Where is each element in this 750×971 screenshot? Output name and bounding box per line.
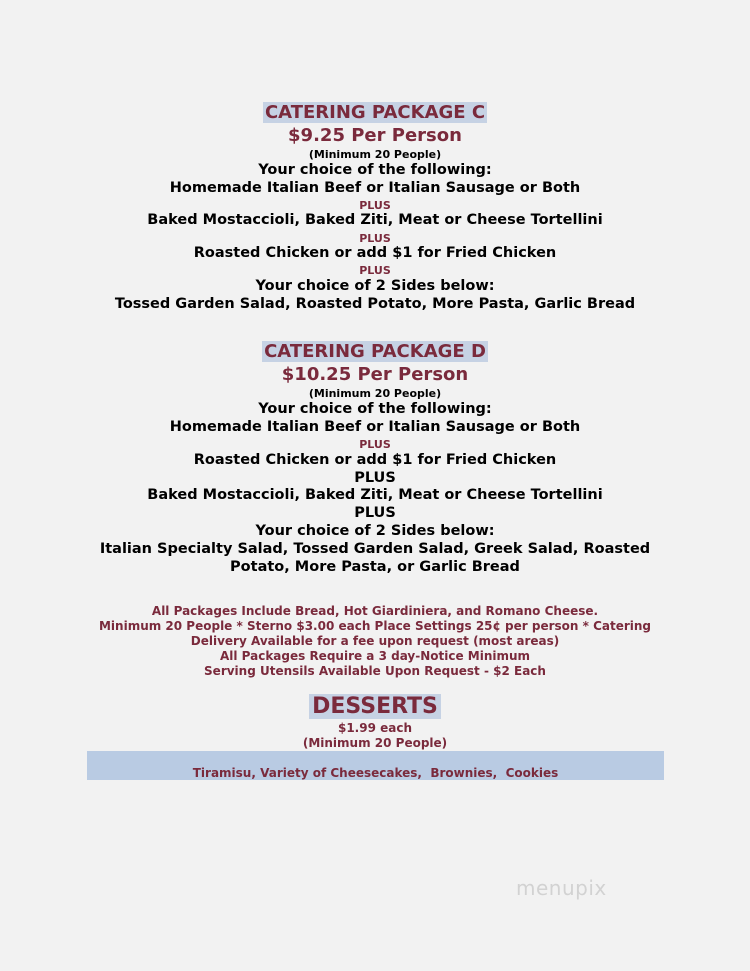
package-c-title: CATERING PACKAGE C bbox=[264, 102, 486, 123]
package-d-minimum: (Minimum 20 People) bbox=[308, 387, 442, 400]
desserts-minimum: (Minimum 20 People) bbox=[302, 736, 448, 750]
package-c-sides: Tossed Garden Salad, Roasted Potato, More Pasta, Garlic Bread bbox=[114, 296, 636, 312]
note-line: Minimum 20 People * Sterno $3.00 each Place Settings 25¢ per person * Catering bbox=[98, 619, 652, 633]
package-d-line2: Roasted Chicken or add $1 for Fried Chicken bbox=[193, 452, 557, 468]
note-line: All Packages Include Bread, Hot Giardiniera, and Romano Cheese. bbox=[151, 604, 599, 618]
desserts-items-bar bbox=[87, 751, 664, 780]
package-c-line2: Baked Mostaccioli, Baked Ziti, Meat or Cheese Tortellini bbox=[147, 212, 603, 228]
package-c-choice: Your choice of the following: bbox=[258, 162, 492, 178]
package-d-plus3: PLUS bbox=[354, 505, 396, 521]
desserts-items: Tiramisu, Variety of Cheesecakes, Brownies, Cookies bbox=[192, 766, 559, 780]
package-c-price: $9.25 Per Person bbox=[288, 125, 462, 146]
desserts-title: DESSERTS bbox=[0, 694, 750, 719]
package-d-sides-label: Your choice of 2 Sides below: bbox=[255, 523, 495, 539]
package-d-title: CATERING PACKAGE D bbox=[264, 341, 486, 362]
package-d-line3: Baked Mostaccioli, Baked Ziti, Meat or Cheese Tortellini bbox=[147, 487, 603, 503]
package-c-plus1: PLUS bbox=[359, 199, 391, 212]
note-line: All Packages Require a 3 day-Notice Minimum bbox=[219, 649, 531, 663]
package-d-line1: Homemade Italian Beef or Italian Sausage or Both bbox=[169, 419, 581, 435]
package-c-plus3: PLUS bbox=[359, 264, 391, 277]
package-d-plus2: PLUS bbox=[354, 470, 396, 486]
note-line: Delivery Available for a fee upon request (most areas) bbox=[190, 634, 560, 648]
package-d-sides-line2: Potato, More Pasta, or Garlic Bread bbox=[230, 559, 520, 575]
desserts-price: $1.99 each bbox=[337, 721, 413, 735]
package-d-choice: Your choice of the following: bbox=[258, 401, 492, 417]
package-c-line3: Roasted Chicken or add $1 for Fried Chicken bbox=[193, 245, 557, 261]
package-c-minimum: (Minimum 20 People) bbox=[308, 148, 442, 161]
package-c-plus2: PLUS bbox=[359, 232, 391, 245]
package-c-line1: Homemade Italian Beef or Italian Sausage or Both bbox=[169, 180, 581, 196]
package-d-sides-line1: Italian Specialty Salad, Tossed Garden Salad, Greek Salad, Roasted bbox=[99, 541, 651, 557]
package-c-sides-label: Your choice of 2 Sides below: bbox=[255, 278, 495, 294]
note-line: Serving Utensils Available Upon Request - $2 Each bbox=[204, 664, 546, 678]
menupix-watermark: menupix bbox=[516, 876, 607, 900]
package-d-plus1: PLUS bbox=[359, 438, 391, 451]
package-d-price: $10.25 Per Person bbox=[281, 364, 469, 385]
